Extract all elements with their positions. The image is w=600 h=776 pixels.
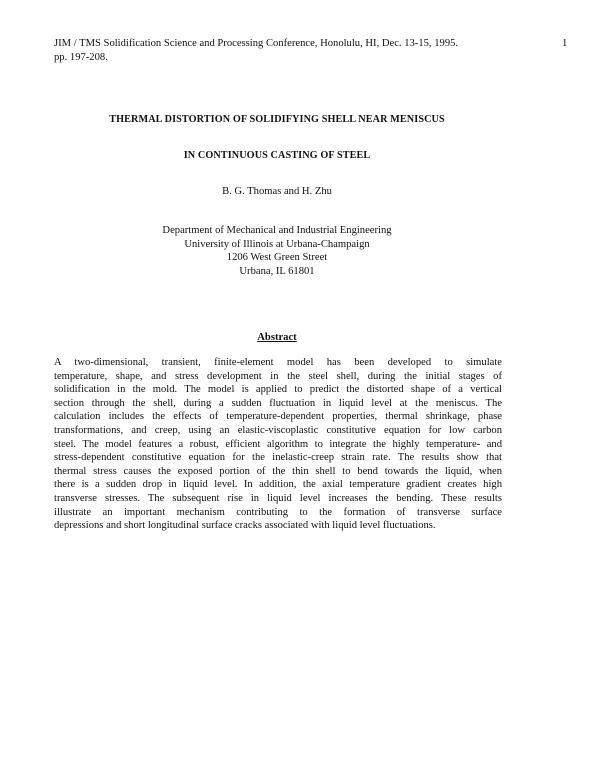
abstract-line: thermal stress causes the exposed portion of the thin shell to bend towards the liquid, when [54,465,502,477]
abstract-line: A two-dimensional, transient, finite-element model has been developed to simulate [54,357,502,368]
title-line-2: IN CONTINUOUS CASTING OF STEEL [183,150,371,161]
abstract-line: section through the shell, during a sudden fluctuation in liquid level at the meniscus. The [54,397,502,409]
title-line-1: THERMAL DISTORTION OF SOLIDIFYING SHELL NEAR MENISCUS [109,114,445,125]
abstract-line: calculation includes the effects of temperature-dependent properties, thermal shrinkage, phase [54,411,502,423]
abstract-line: solidification in the mold. The model is applied to predict the distorted shape of a vertical [54,384,502,396]
page-number: 1 [562,38,568,49]
abstract-line: steel. The model features a robust, efficient algorithm to integrate the highly temperature- and [54,438,502,450]
affiliation-university: University of Illinois at Urbana-Champaign [184,238,370,250]
abstract-line: stress-dependent constitutive equation for the inelastic-creep strain rate. The results show that [54,452,502,464]
abstract-line: depressions and short longitudinal surface cracks associated with liquid level fluctuations. [54,520,436,532]
citation-line-2: pp. 197-208. [54,51,108,63]
affiliation-city: Urbana, IL 61801 [239,265,315,277]
affiliation [0,224,554,278]
abstract-line: transformations, and creep, using an elastic-viscoplastic constitutive equation for low carbon [54,424,502,436]
affiliation-department: Department of Mechanical and Industrial Engineering [162,225,392,236]
abstract-line: illustrate an important mechanism contributing to the formation of transverse surface [54,506,502,518]
citation-line-1: JIM / TMS Solidification Science and Processing Conference, Honolulu, HI, Dec. 13-15, 1995. [54,38,459,49]
abstract-line: transverse stresses. The subsequent rise in liquid level increases the bending. These results [54,492,502,504]
affiliation-street: 1206 West Green Street [226,252,328,263]
abstract-line: there is a sudden drop in liquid level. In addition, the axial temperature gradient creates high [54,479,502,491]
abstract-line: temperature, shape, and stress development in the steel shell, during the initial stages of [54,370,502,382]
abstract-heading: Abstract [257,332,297,343]
abstract-body [54,356,502,533]
citation-header [54,37,524,64]
authors: B. G. Thomas and H. Zhu [222,186,332,197]
